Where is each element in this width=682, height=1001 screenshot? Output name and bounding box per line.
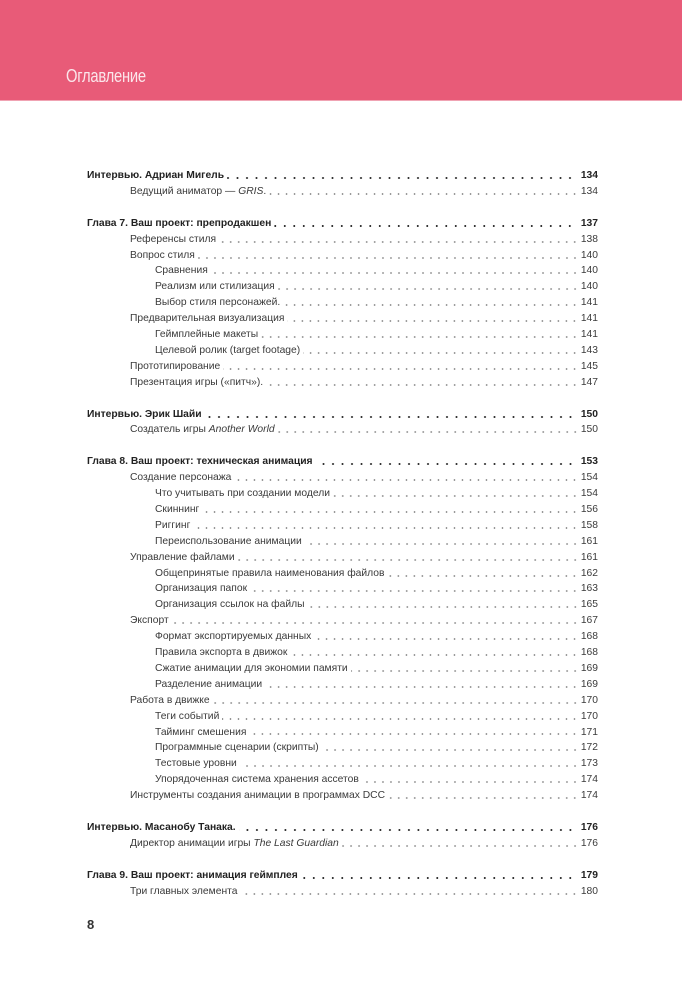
toc-entry-title [155,709,222,725]
toc-entry-text: Работа в движке [130,694,210,706]
toc-subsection-entry[interactable] [87,534,598,550]
dot-leader [387,575,578,577]
toc-entry-text: Сжатие анимации для экономии памяти [155,662,348,674]
dot-leader [283,304,579,306]
toc-entry-text: Разделение анимации [155,678,263,690]
toc-subsection-entry[interactable] [87,756,598,772]
toc-entry-title [155,502,202,518]
toc-section-entry[interactable] [87,311,598,327]
toc-page-number: 179 [580,869,598,881]
dot-leader [239,829,575,831]
dot-leader [269,193,579,195]
toc-section-entry[interactable] [87,422,598,438]
toc-page-number: 150 [580,424,598,436]
toc-entry-text: Инструменты создания анимации в программах DCC [130,790,386,802]
toc-entry-title [130,311,287,327]
toc-entry-title [87,168,227,184]
toc-group [87,454,598,804]
toc-page-number: 170 [580,694,598,706]
toc-entry-text: Переиспользование анимации [155,535,302,547]
toc-entry-italic-title: Another World [208,424,275,436]
toc-subsection-entry[interactable] [87,645,598,661]
toc-section-entry[interactable] [87,836,598,852]
toc-subsection-entry[interactable] [87,566,598,582]
toc-entry-title [155,566,387,582]
dot-leader [238,559,579,561]
toc-subsection-entry[interactable] [87,263,598,279]
toc-page-number: 162 [580,567,598,579]
toc-entry-title [130,470,234,486]
toc-entry-suffix: . [263,185,267,197]
dot-leader [205,416,575,418]
dot-leader [388,797,579,799]
dot-leader [308,606,579,608]
dot-leader [287,320,578,322]
toc-entry-text: Скиннинг [155,504,200,516]
dot-leader [301,877,575,879]
toc-entry-text: Создание персонажа [130,472,232,484]
toc-page-number: 140 [580,249,598,261]
toc-entry-text: Организация папок [155,583,248,595]
toc-entry-title [155,756,240,772]
toc-entry-title [87,454,316,470]
toc-entry-title [155,725,249,741]
dot-leader [240,893,578,895]
toc-page-number: 153 [580,456,598,468]
toc-subsection-entry[interactable] [87,772,598,788]
toc-section-entry[interactable] [87,550,598,566]
toc-chapter-entry[interactable] [87,168,598,184]
toc-section-entry[interactable] [87,184,598,200]
toc-entry-text: Референсы стиля [130,233,217,245]
toc-entry-title [130,836,342,852]
toc-subsection-entry[interactable] [87,279,598,295]
toc-section-entry[interactable] [87,884,598,900]
toc-page-number: 174 [580,790,598,802]
page-number: 8 [87,917,95,932]
dot-leader [222,718,578,720]
dot-leader [351,670,579,672]
toc-entry-title [155,343,303,359]
toc-entry-title [155,518,193,534]
dot-leader [333,495,579,497]
toc-entry-title [155,645,290,661]
toc-section-entry[interactable] [87,470,598,486]
toc-subsection-entry[interactable] [87,597,598,613]
toc-chapter-entry[interactable] [87,820,598,836]
dot-leader [240,765,579,767]
dot-leader [211,272,579,274]
toc-subsection-entry[interactable] [87,740,598,756]
dot-leader [202,511,579,513]
toc-entry-title [155,263,211,279]
table-of-contents [87,168,598,916]
toc-entry-text: Целевой ролик (target footage) [155,344,301,356]
toc-page-number: 150 [580,408,598,420]
toc-section-entry[interactable] [87,788,598,804]
toc-page-number: 173 [580,758,598,770]
toc-entry-title [130,788,388,804]
toc-entry-text: Интервью. Масанобу Танака. [87,821,236,833]
toc-subsection-entry[interactable] [87,518,598,534]
toc-subsection-entry[interactable] [87,581,598,597]
toc-page-number: 141 [580,329,598,341]
toc-entry-title [155,295,283,311]
toc-page-number: 143 [580,344,598,356]
dot-leader [266,384,579,386]
toc-entry-text: Экспорт [130,615,169,627]
toc-subsection-entry[interactable] [87,725,598,741]
toc-entry-title [155,486,333,502]
toc-entry-text: Прототипирование [130,360,221,372]
toc-chapter-entry[interactable] [87,216,598,232]
toc-subsection-entry[interactable] [87,629,598,645]
toc-entry-text: Геймплейные макеты [155,329,259,341]
toc-page-number: 158 [580,519,598,531]
toc-entry-text: Тестовые уровни [155,758,237,770]
toc-page-number: 165 [580,599,598,611]
toc-section-entry[interactable] [87,693,598,709]
toc-page-number: 137 [580,217,598,229]
dot-leader [305,543,579,545]
toc-page-number: 138 [580,233,598,245]
toc-section-entry[interactable] [87,375,598,391]
toc-entry-text: Глава 8. Ваш проект: техническая анимация [87,456,313,468]
toc-entry-text: Сравнения [155,265,208,277]
dot-leader [249,733,578,735]
toc-entry-title [130,613,172,629]
toc-page-number: 176 [580,821,598,833]
toc-entry-text: Три главных элемента [130,885,238,897]
toc-page-number: 140 [580,265,598,277]
toc-entry-title [155,740,322,756]
toc-chapter-entry[interactable] [87,454,598,470]
toc-entry-text: Программные сценарии (скрипты) [155,742,319,754]
toc-entry-text: Директор анимации игры [130,837,254,849]
toc-page-number: 134 [580,170,598,181]
toc-group [87,868,598,900]
toc-section-entry[interactable] [87,248,598,264]
dot-leader [261,336,579,338]
toc-subsection-entry[interactable] [87,661,598,677]
toc-page-number: 174 [580,774,598,786]
toc-page-number: 176 [580,837,598,849]
toc-subsection-entry[interactable] [87,677,598,693]
toc-entry-text: Что учитывать при создании модели [155,488,331,500]
toc-page-number: 156 [580,504,598,516]
toc-subsection-entry[interactable] [87,327,598,343]
toc-page-number: 171 [580,726,598,738]
toc-group [87,820,598,852]
dot-leader [316,463,575,465]
toc-section-entry[interactable] [87,359,598,375]
toc-page-number: 172 [580,742,598,754]
toc-page-number: 161 [580,535,598,547]
toc-entry-text: Теги событий [155,710,220,722]
toc-section-entry[interactable] [87,232,598,248]
dot-leader [265,686,579,688]
toc-entry-title [130,884,240,900]
toc-subsection-entry[interactable] [87,486,598,502]
dot-leader [342,845,579,847]
toc-entry-title [155,629,314,645]
dot-leader [250,590,579,592]
toc-entry-title [130,375,266,391]
toc-page-number: 161 [580,551,598,563]
toc-entry-text: Презентация игры («питч»). [130,376,264,388]
toc-group [87,168,598,200]
dot-leader [223,368,579,370]
dot-leader [303,352,579,354]
toc-page-number: 180 [580,885,598,897]
toc-entry-title [130,359,223,375]
toc-entry-text: Реализм или стилизация [155,281,275,293]
header-banner [0,0,682,101]
toc-page-number: 154 [580,488,598,500]
toc-chapter-entry[interactable] [87,407,598,423]
toc-group [87,216,598,391]
toc-entry-italic-title: GRIS [238,185,264,197]
dot-leader [213,702,579,704]
toc-entry-text: Формат экспортируемых данных [155,631,312,643]
toc-subsection-entry[interactable] [87,709,598,725]
toc-entry-text: Выбор стиля персонажей. [155,297,281,309]
toc-page-number: 169 [580,662,598,674]
page-title: Оглавление [66,66,146,86]
toc-entry-text: Правила экспорта в движок [155,647,288,659]
toc-entry-text: Создатель игры [130,424,209,436]
dot-leader [193,527,578,529]
toc-entry-title [155,772,362,788]
toc-entry-title [155,677,265,693]
toc-entry-text: Тайминг смешения [155,726,247,738]
toc-entry-title [155,597,308,613]
toc-entry-title [130,248,198,264]
dot-leader [290,654,578,656]
toc-entry-title [155,661,351,677]
toc-entry-title [155,581,250,597]
toc-entry-title [87,820,239,836]
toc-subsection-entry[interactable] [87,502,598,518]
dot-leader [362,781,579,783]
toc-entry-text: Общепринятые правила наименования файлов [155,567,385,579]
dot-leader [219,241,579,243]
toc-page-number: 145 [580,360,598,372]
toc-entry-text: Упорядоченная система хранения ассетов [155,774,359,786]
dot-leader [234,479,578,481]
toc-group [87,407,598,439]
toc-page-number: 134 [580,185,598,197]
toc-entry-text: Риггинг [155,519,191,531]
toc-entry-italic-title: The Last Guardian [253,837,339,849]
dot-leader [198,257,579,259]
toc-chapter-entry[interactable] [87,868,598,884]
toc-entry-title [130,550,238,566]
toc-page-number: 168 [580,647,598,659]
dot-leader [278,288,579,290]
toc-entry-title [155,279,278,295]
dot-leader [274,225,575,227]
toc-entry-title [87,216,274,232]
toc-entry-title [130,232,219,248]
toc-entry-text: Управление файлами [130,551,235,563]
dot-leader [278,431,579,433]
toc-page-number: 168 [580,631,598,643]
toc-page-number: 140 [580,281,598,293]
toc-page-number: 154 [580,472,598,484]
toc-entry-title [87,407,205,423]
toc-entry-text: Организация ссылок на файлы [155,599,305,611]
toc-page-number: 141 [580,313,598,325]
toc-entry-text: Интервью. Эрик Шайи [87,408,202,420]
toc-section-entry[interactable] [87,613,598,629]
toc-page-number: 167 [580,615,598,627]
toc-page-number: 147 [580,376,598,388]
dot-leader [227,177,575,179]
toc-entry-text: Интервью. Адриан Мигель [87,170,225,181]
toc-entry-title [87,868,301,884]
dot-leader [314,638,579,640]
dot-leader [322,749,579,751]
toc-subsection-entry[interactable] [87,295,598,311]
toc-entry-text: Вопрос стиля [130,249,195,261]
toc-page-number: 163 [580,583,598,595]
toc-entry-text: Ведущий аниматор — [130,185,239,197]
toc-entry-text: Предварительная визуализация [130,313,285,325]
toc-entry-title [130,184,269,200]
toc-page-number: 141 [580,297,598,309]
toc-entry-text: Глава 7. Ваш проект: препродакшен [87,217,272,229]
toc-entry-text: Глава 9. Ваш проект: анимация геймплея [87,869,298,881]
toc-page-number: 169 [580,678,598,690]
toc-subsection-entry[interactable] [87,343,598,359]
toc-entry-title [155,534,305,550]
toc-entry-title [130,693,213,709]
toc-entry-title [130,422,278,438]
toc-page-number: 170 [580,710,598,722]
toc-entry-title [155,327,261,343]
dot-leader [172,622,579,624]
